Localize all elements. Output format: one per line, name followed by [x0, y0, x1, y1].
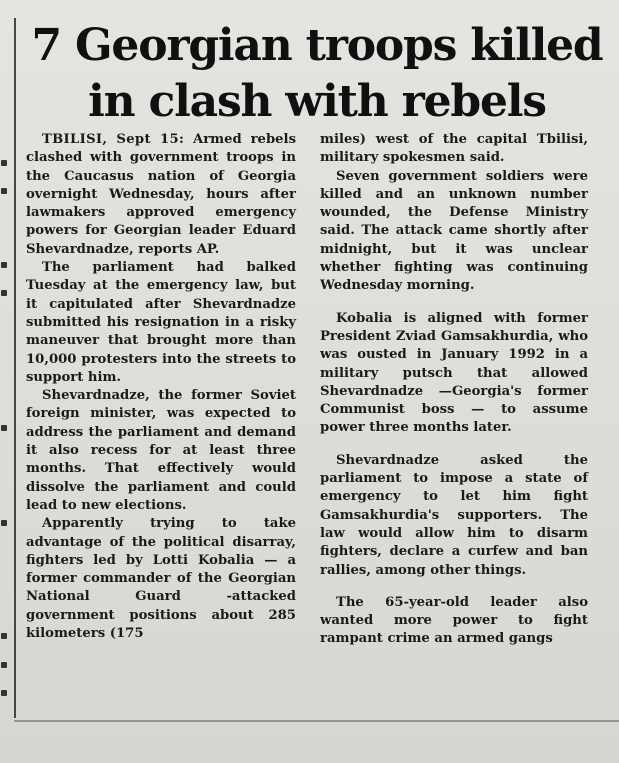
print-mark	[1, 690, 7, 696]
paragraph	[26, 131, 296, 259]
article-column-1	[26, 131, 296, 643]
paragraph-text: Armed rebels clashed with government troops in the Caucasus nation of Georgia overnight Wednesday, hours after lawmakers approved emergency powers for Georgian leader Eduard Shevardnadze, reports AP.	[26, 132, 296, 257]
print-mark	[1, 188, 7, 194]
paragraph: The 65-year-old leader also wanted more power to fight rampant crime an armed gangs	[320, 594, 588, 647]
paragraph: Apparently trying to take advantage of the political disarray, fighters led by Lotti Kobalia — a former commander of the Georgian National Guard -attacked government positions about 285 kilometers (175	[26, 516, 296, 642]
paragraph: The parliament had balked Tuesday at the emergency law, but it capitulated after Shevardnadze submitted his resignation in a risky maneuver that brought more than 10,000 protesters into the streets to support him.	[26, 260, 296, 385]
paragraph: Shevardnadze asked the parliament to impose a state of emergency to let him fight Gamsakhurdia's supporters. The law would allow him to disarm fighters, declare a curfew and ban rallies, among other things.	[320, 452, 588, 578]
paragraph: Shevardnadze, the former Soviet foreign minister, was expected to address the parliament and demand it also recess for at least three months. That effectively would dissolve the parliament and could lead to new elections.	[26, 388, 296, 513]
headline	[22, 18, 612, 130]
print-mark	[1, 262, 7, 268]
print-mark	[1, 633, 7, 639]
paragraph: Seven government soldiers were killed and an unknown number wounded, the Defense Ministry said. The attack came shortly after midnight, but it was unclear whether fighting was continuing Wednesday morning.	[320, 168, 588, 294]
dateline: TBILISI, Sept 15:	[42, 132, 185, 147]
headline-line-2: in clash with rebels	[88, 76, 546, 127]
print-mark	[1, 290, 7, 296]
paragraph: miles) west of the capital Tbilisi, military spokesmen said.	[320, 132, 588, 166]
column-rule	[14, 18, 16, 718]
headline-line-1: 7 Georgian troops killed	[31, 20, 603, 71]
print-mark	[1, 160, 7, 166]
print-mark	[1, 662, 7, 668]
bottom-edge	[14, 720, 619, 722]
article-column-2	[320, 131, 588, 649]
print-mark	[1, 425, 7, 431]
paragraph: Kobalia is aligned with former President Zviad Gamsakhurdia, who was ousted in January 1992 in a military putsch that allowed Shevardnadze —Georgia's former Communist boss — to assume power three months later.	[320, 310, 588, 436]
print-mark	[1, 520, 7, 526]
adjacent-column-fragment	[0, 0, 12, 763]
